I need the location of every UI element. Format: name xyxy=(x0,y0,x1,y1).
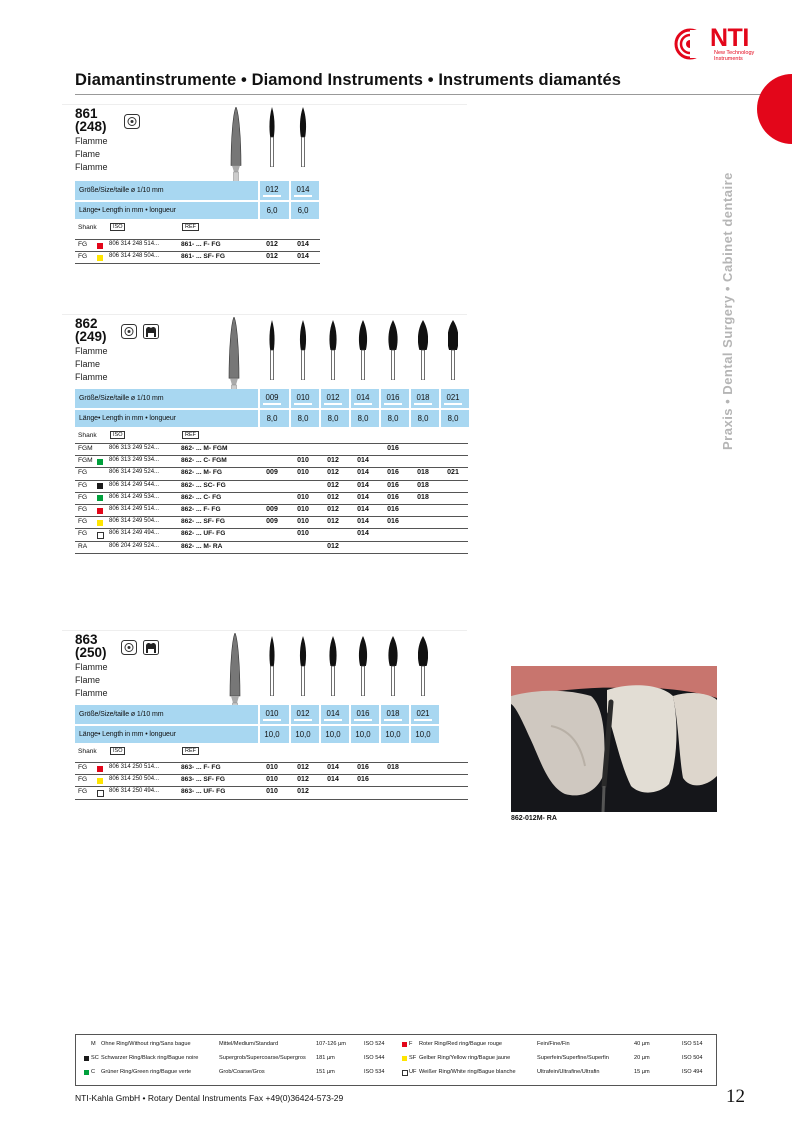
length-value: 8,0 xyxy=(297,414,309,423)
size-value: 012 xyxy=(296,709,310,718)
ring-color-marker xyxy=(97,255,103,261)
length-value: 10,0 xyxy=(325,730,341,739)
footer-text: NTI-Kahla GmbH • Rotary Dental Instruments Fax +49(0)36424-573-29 xyxy=(75,1093,344,1103)
bur-silhouette xyxy=(388,320,398,380)
length-label: Länge• Length in mm • longueur xyxy=(79,415,176,422)
bur-silhouette xyxy=(328,636,338,696)
bur-silhouette xyxy=(358,320,368,380)
legend-iso: ISO 514 xyxy=(682,1041,703,1047)
iso-code: 806 314 249 494... xyxy=(109,530,160,537)
size-availability: 010 xyxy=(297,469,309,477)
size-availability: 014 xyxy=(357,481,369,489)
size-availability: 012 xyxy=(327,506,339,513)
iso-code: 806 314 248 504... xyxy=(109,253,160,260)
ring-color-marker xyxy=(97,520,103,526)
ref-code: 861- ... SF- FG xyxy=(181,253,225,261)
legend-code: SF xyxy=(409,1055,417,1061)
legend-ring-marker xyxy=(402,1070,408,1076)
size-underline xyxy=(354,403,372,405)
size-underline xyxy=(324,403,342,405)
length-value: 6,0 xyxy=(266,206,278,215)
ref-code: 862- ... C- FGM xyxy=(181,457,227,465)
size-value: 012 xyxy=(265,185,279,194)
ref-code: 863- ... UF- FG xyxy=(181,788,226,796)
length-value: 8,0 xyxy=(266,414,278,423)
bur-silhouette xyxy=(328,320,338,380)
length-value: 10,0 xyxy=(264,730,280,739)
size-value: 014 xyxy=(296,185,310,194)
row-rule xyxy=(75,553,468,554)
size-value: 012 xyxy=(326,393,340,402)
size-underline xyxy=(414,719,432,721)
size-underline xyxy=(294,403,312,405)
bur-silhouette xyxy=(298,636,308,696)
size-label: Größe/Size/taille ø 1/10 mm xyxy=(79,187,164,194)
size-underline xyxy=(384,403,402,405)
ref-header: REF xyxy=(182,747,199,755)
size-availability: 009 xyxy=(266,518,278,526)
size-value: 010 xyxy=(265,709,279,718)
legend-iso: ISO 494 xyxy=(682,1069,703,1075)
size-underline xyxy=(414,403,432,405)
ref-code: 862- ... M- FGM xyxy=(181,445,228,452)
size-availability: 012 xyxy=(327,481,339,489)
legend-ring-marker xyxy=(402,1056,407,1061)
product-shape-name: Flamme xyxy=(75,346,108,356)
nti-logo xyxy=(672,26,767,66)
size-availability: 018 xyxy=(417,493,429,501)
size-value: 021 xyxy=(446,393,460,402)
size-availability: 014 xyxy=(297,241,309,248)
product-shape-name: Flame xyxy=(75,675,101,685)
product-shape-name: Flamme xyxy=(75,372,108,382)
legend-ring-desc: Weißer Ring/White ring/Bague blanche xyxy=(419,1069,516,1075)
shank-type: FG xyxy=(78,493,88,501)
size-availability: 014 xyxy=(297,253,309,261)
shank-type: RA xyxy=(78,542,88,550)
cavity-prep-icon xyxy=(121,640,137,655)
bur-silhouette xyxy=(267,320,277,380)
row-rule xyxy=(75,504,468,505)
legend-ring-marker xyxy=(84,1070,89,1075)
chapter-tab xyxy=(757,74,792,144)
size-underline xyxy=(263,403,281,405)
size-availability: 010 xyxy=(266,764,278,771)
iso-code: 806 313 249 534... xyxy=(109,457,160,464)
iso-code: 806 314 249 534... xyxy=(109,493,160,500)
ring-color-marker xyxy=(97,508,103,514)
shank-type: FG xyxy=(78,253,88,261)
product-number: 861 xyxy=(75,106,98,121)
product-number: 862 xyxy=(75,316,98,331)
size-availability: 016 xyxy=(387,445,399,452)
size-availability: 021 xyxy=(447,469,459,477)
row-rule xyxy=(75,799,468,800)
size-value: 014 xyxy=(356,393,370,402)
length-value: 10,0 xyxy=(355,730,371,739)
legend-ring-desc: Roter Ring/Red ring/Bague rouge xyxy=(419,1041,503,1047)
product-number: 863 xyxy=(75,632,98,647)
bur-silhouette xyxy=(448,320,458,380)
iso-header: ISO xyxy=(110,747,125,755)
ring-color-marker xyxy=(97,483,103,489)
size-availability: 010 xyxy=(297,493,309,501)
ring-color-marker xyxy=(97,778,103,784)
section-band xyxy=(62,630,467,631)
crown-prep-icon xyxy=(143,324,159,339)
length-value: 6,0 xyxy=(297,206,309,215)
grit-legend xyxy=(75,1034,717,1086)
size-availability: 012 xyxy=(327,457,339,465)
iso-code: 806 314 249 514... xyxy=(109,506,160,512)
bur-silhouette xyxy=(298,107,308,167)
size-availability: 016 xyxy=(387,506,399,513)
ref-code: 863- ... SF- FG xyxy=(181,776,225,784)
size-availability: 016 xyxy=(387,481,399,489)
size-availability: 010 xyxy=(297,457,309,465)
legend-ring-desc: Grüner Ring/Green ring/Bague verte xyxy=(101,1069,192,1075)
size-availability: 012 xyxy=(327,469,339,477)
size-availability: 014 xyxy=(357,457,369,465)
ref-code: 862- ... F- FG xyxy=(181,506,221,513)
shank-type: FG xyxy=(78,788,88,796)
side-section-label: Praxis • Dental Surgery • Cabinet dentaire xyxy=(720,172,735,450)
section-band xyxy=(62,104,467,105)
size-underline xyxy=(294,719,312,721)
length-value: 10,0 xyxy=(385,730,401,739)
legend-grit: Superfein/Superfine/Superfin xyxy=(537,1055,609,1061)
legend-ring-desc: Gelber Ring/Yellow ring/Bague jaune xyxy=(419,1055,511,1061)
bur-silhouette xyxy=(358,636,368,696)
size-availability: 012 xyxy=(327,518,339,526)
size-availability: 014 xyxy=(357,506,369,513)
size-availability: 016 xyxy=(387,469,399,477)
shank-label: Shank xyxy=(78,748,97,755)
size-availability: 016 xyxy=(357,764,369,771)
product-shape-name: Flame xyxy=(75,359,101,369)
ref-code: 862- ... M- RA xyxy=(181,542,223,550)
shank-label: Shank xyxy=(78,224,97,231)
ref-code: 862- ... SC- FG xyxy=(181,481,226,489)
ring-color-marker xyxy=(97,459,103,465)
ref-header: REF xyxy=(182,223,199,231)
legend-iso: ISO 524 xyxy=(364,1041,385,1047)
legend-ring-desc: Ohne Ring/Without ring/Sans bague xyxy=(101,1041,191,1047)
legend-grit: Supergrob/Supercoarse/Supergros xyxy=(219,1055,306,1061)
size-underline xyxy=(354,719,372,721)
size-value: 016 xyxy=(386,393,400,402)
row-rule xyxy=(75,774,468,775)
legend-grit: Ultrafein/Ultrafine/Ultrafin xyxy=(537,1069,600,1075)
size-underline xyxy=(324,719,342,721)
product-iso-number: (248) xyxy=(75,119,107,134)
row-rule xyxy=(75,480,468,481)
shank-type: FG xyxy=(78,469,88,477)
iso-code: 806 314 250 504... xyxy=(109,776,160,783)
shank-type: FGM xyxy=(78,457,93,465)
legend-code: M xyxy=(91,1041,96,1047)
size-availability: 012 xyxy=(266,241,278,248)
size-availability: 018 xyxy=(387,764,399,771)
bur-silhouette xyxy=(388,636,398,696)
product-shape-name: Flamme xyxy=(75,136,108,146)
legend-micron: 15 µm xyxy=(634,1069,650,1075)
length-value: 10,0 xyxy=(295,730,311,739)
legend-micron: 151 µm xyxy=(316,1069,335,1075)
ring-color-marker xyxy=(97,495,103,501)
size-value: 010 xyxy=(296,393,310,402)
ref-code: 862- ... UF- FG xyxy=(181,530,226,538)
iso-code: 806 314 249 504... xyxy=(109,518,160,525)
length-label: Länge• Length in mm • longueur xyxy=(79,731,176,738)
row-rule xyxy=(75,443,468,444)
size-value: 014 xyxy=(326,709,340,718)
cavity-prep-icon xyxy=(124,114,140,129)
length-value: 10,0 xyxy=(415,730,431,739)
legend-grit: Mittel/Medium/Standard xyxy=(219,1041,279,1047)
size-availability: 014 xyxy=(327,776,339,784)
size-value: 021 xyxy=(416,709,430,718)
legend-ring-marker xyxy=(84,1056,89,1061)
title-rule xyxy=(75,94,762,95)
brand-tagline-2: Instruments xyxy=(714,56,743,62)
clinical-photo xyxy=(511,666,717,812)
legend-grit: Fein/Fine/Fin xyxy=(537,1041,570,1047)
ring-color-marker xyxy=(97,243,103,249)
ring-color-marker xyxy=(97,790,104,797)
size-availability: 012 xyxy=(327,493,339,501)
size-availability: 012 xyxy=(297,776,309,784)
length-value: 8,0 xyxy=(387,414,399,423)
row-rule xyxy=(75,467,468,468)
shank-type: FGM xyxy=(78,445,93,452)
iso-code: 806 314 250 494... xyxy=(109,788,160,795)
crown-prep-icon xyxy=(143,640,159,655)
legend-micron: 40 µm xyxy=(634,1041,650,1047)
legend-grit: Grob/Coarse/Gros xyxy=(219,1069,265,1075)
length-value: 8,0 xyxy=(417,414,429,423)
shank-type: FG xyxy=(78,481,88,489)
iso-code: 806 314 250 514... xyxy=(109,764,160,770)
product-iso-number: (250) xyxy=(75,645,107,660)
row-rule xyxy=(75,492,468,493)
shank-type: FG xyxy=(78,506,88,513)
page-title: Diamantinstrumente • Diamond Instruments • Instruments diamantés xyxy=(75,71,622,89)
size-availability: 012 xyxy=(266,253,278,261)
size-value: 009 xyxy=(265,393,279,402)
row-rule xyxy=(75,541,468,542)
legend-code: C xyxy=(91,1069,96,1075)
bur-silhouette xyxy=(418,320,428,380)
row-rule xyxy=(75,455,468,456)
shank-type: FG xyxy=(78,776,88,784)
iso-code: 806 314 248 514... xyxy=(109,241,160,247)
shank-type: FG xyxy=(78,241,88,248)
legend-micron: 20 µm xyxy=(634,1055,650,1061)
size-availability: 014 xyxy=(357,493,369,501)
size-availability: 010 xyxy=(297,530,309,538)
size-availability: 010 xyxy=(266,788,278,796)
row-rule xyxy=(75,762,468,763)
size-availability: 018 xyxy=(417,481,429,489)
size-underline xyxy=(263,195,281,197)
size-underline xyxy=(294,195,312,197)
ref-header: REF xyxy=(182,431,199,439)
size-label: Größe/Size/taille ø 1/10 mm xyxy=(79,395,164,402)
legend-ring-marker xyxy=(402,1042,407,1047)
row-rule xyxy=(75,251,320,252)
section-band xyxy=(62,314,467,315)
product-shape-name: Flamme xyxy=(75,688,108,698)
row-rule xyxy=(75,516,468,517)
size-availability: 010 xyxy=(297,506,309,513)
ref-code: 862- ... M- FG xyxy=(181,469,223,477)
product-shape-name: Flamme xyxy=(75,162,108,172)
shank-type: FG xyxy=(78,530,88,538)
size-underline xyxy=(444,403,462,405)
bur-silhouette xyxy=(298,320,308,380)
product-shape-name: Flame xyxy=(75,149,101,159)
product-shape-name: Flamme xyxy=(75,662,108,672)
photo-caption: 862-012M- RA xyxy=(511,815,557,822)
iso-code: 806 313 249 524... xyxy=(109,445,160,451)
legend-iso: ISO 544 xyxy=(364,1055,385,1061)
size-availability: 010 xyxy=(297,518,309,526)
legend-code: SC xyxy=(91,1055,99,1061)
iso-code: 806 314 249 544... xyxy=(109,481,160,488)
size-availability: 016 xyxy=(387,518,399,526)
legend-iso: ISO 534 xyxy=(364,1069,385,1075)
length-value: 8,0 xyxy=(357,414,369,423)
size-availability: 009 xyxy=(266,506,278,513)
ref-code: 862- ... SF- FG xyxy=(181,518,225,526)
size-availability: 014 xyxy=(357,530,369,538)
shank-label: Shank xyxy=(78,432,97,439)
ring-color-marker xyxy=(97,532,104,539)
size-value: 018 xyxy=(386,709,400,718)
shank-type: FG xyxy=(78,764,88,771)
iso-header: ISO xyxy=(110,431,125,439)
size-availability: 014 xyxy=(357,518,369,526)
length-value: 8,0 xyxy=(327,414,339,423)
row-rule xyxy=(75,239,320,240)
size-availability: 016 xyxy=(387,493,399,501)
legend-code: UF xyxy=(409,1069,417,1075)
ref-code: 861- ... F- FG xyxy=(181,241,221,248)
size-underline xyxy=(384,719,402,721)
ref-code: 863- ... F- FG xyxy=(181,764,221,771)
shank-type: FG xyxy=(78,518,88,526)
size-availability: 012 xyxy=(297,788,309,796)
iso-code: 806 314 249 524... xyxy=(109,469,160,476)
size-availability: 012 xyxy=(327,542,339,550)
bur-silhouette xyxy=(267,636,277,696)
row-rule xyxy=(75,786,468,787)
size-availability: 018 xyxy=(417,469,429,477)
iso-header: ISO xyxy=(110,223,125,231)
size-availability: 010 xyxy=(266,776,278,784)
brand-tagline-1: New Technology xyxy=(714,50,755,56)
iso-code: 806 204 249 524... xyxy=(109,542,160,549)
length-label: Länge• Length in mm • longueur xyxy=(79,207,176,214)
ring-color-marker xyxy=(97,766,103,772)
size-value: 016 xyxy=(356,709,370,718)
legend-ring-desc: Schwarzer Ring/Black ring/Bague noire xyxy=(101,1055,199,1061)
size-value: 018 xyxy=(416,393,430,402)
bur-silhouette xyxy=(267,107,277,167)
row-rule xyxy=(75,263,320,264)
size-availability: 016 xyxy=(357,776,369,784)
brand-name: NTI xyxy=(710,24,749,52)
size-availability: 014 xyxy=(327,764,339,771)
size-availability: 012 xyxy=(297,764,309,771)
bur-detail-image xyxy=(228,107,244,192)
legend-iso: ISO 504 xyxy=(682,1055,703,1061)
length-value: 8,0 xyxy=(447,414,459,423)
size-label: Größe/Size/taille ø 1/10 mm xyxy=(79,711,164,718)
legend-micron: 107-126 µm xyxy=(316,1041,346,1047)
ref-code: 862- ... C- FG xyxy=(181,493,222,501)
cavity-prep-icon xyxy=(121,324,137,339)
product-iso-number: (249) xyxy=(75,329,107,344)
row-rule xyxy=(75,528,468,529)
legend-micron: 181 µm xyxy=(316,1055,335,1061)
bur-silhouette xyxy=(418,636,428,696)
page-number: 12 xyxy=(726,1086,745,1107)
size-availability: 009 xyxy=(266,469,278,477)
size-availability: 014 xyxy=(357,469,369,477)
legend-code: F xyxy=(409,1041,413,1047)
size-underline xyxy=(263,719,281,721)
